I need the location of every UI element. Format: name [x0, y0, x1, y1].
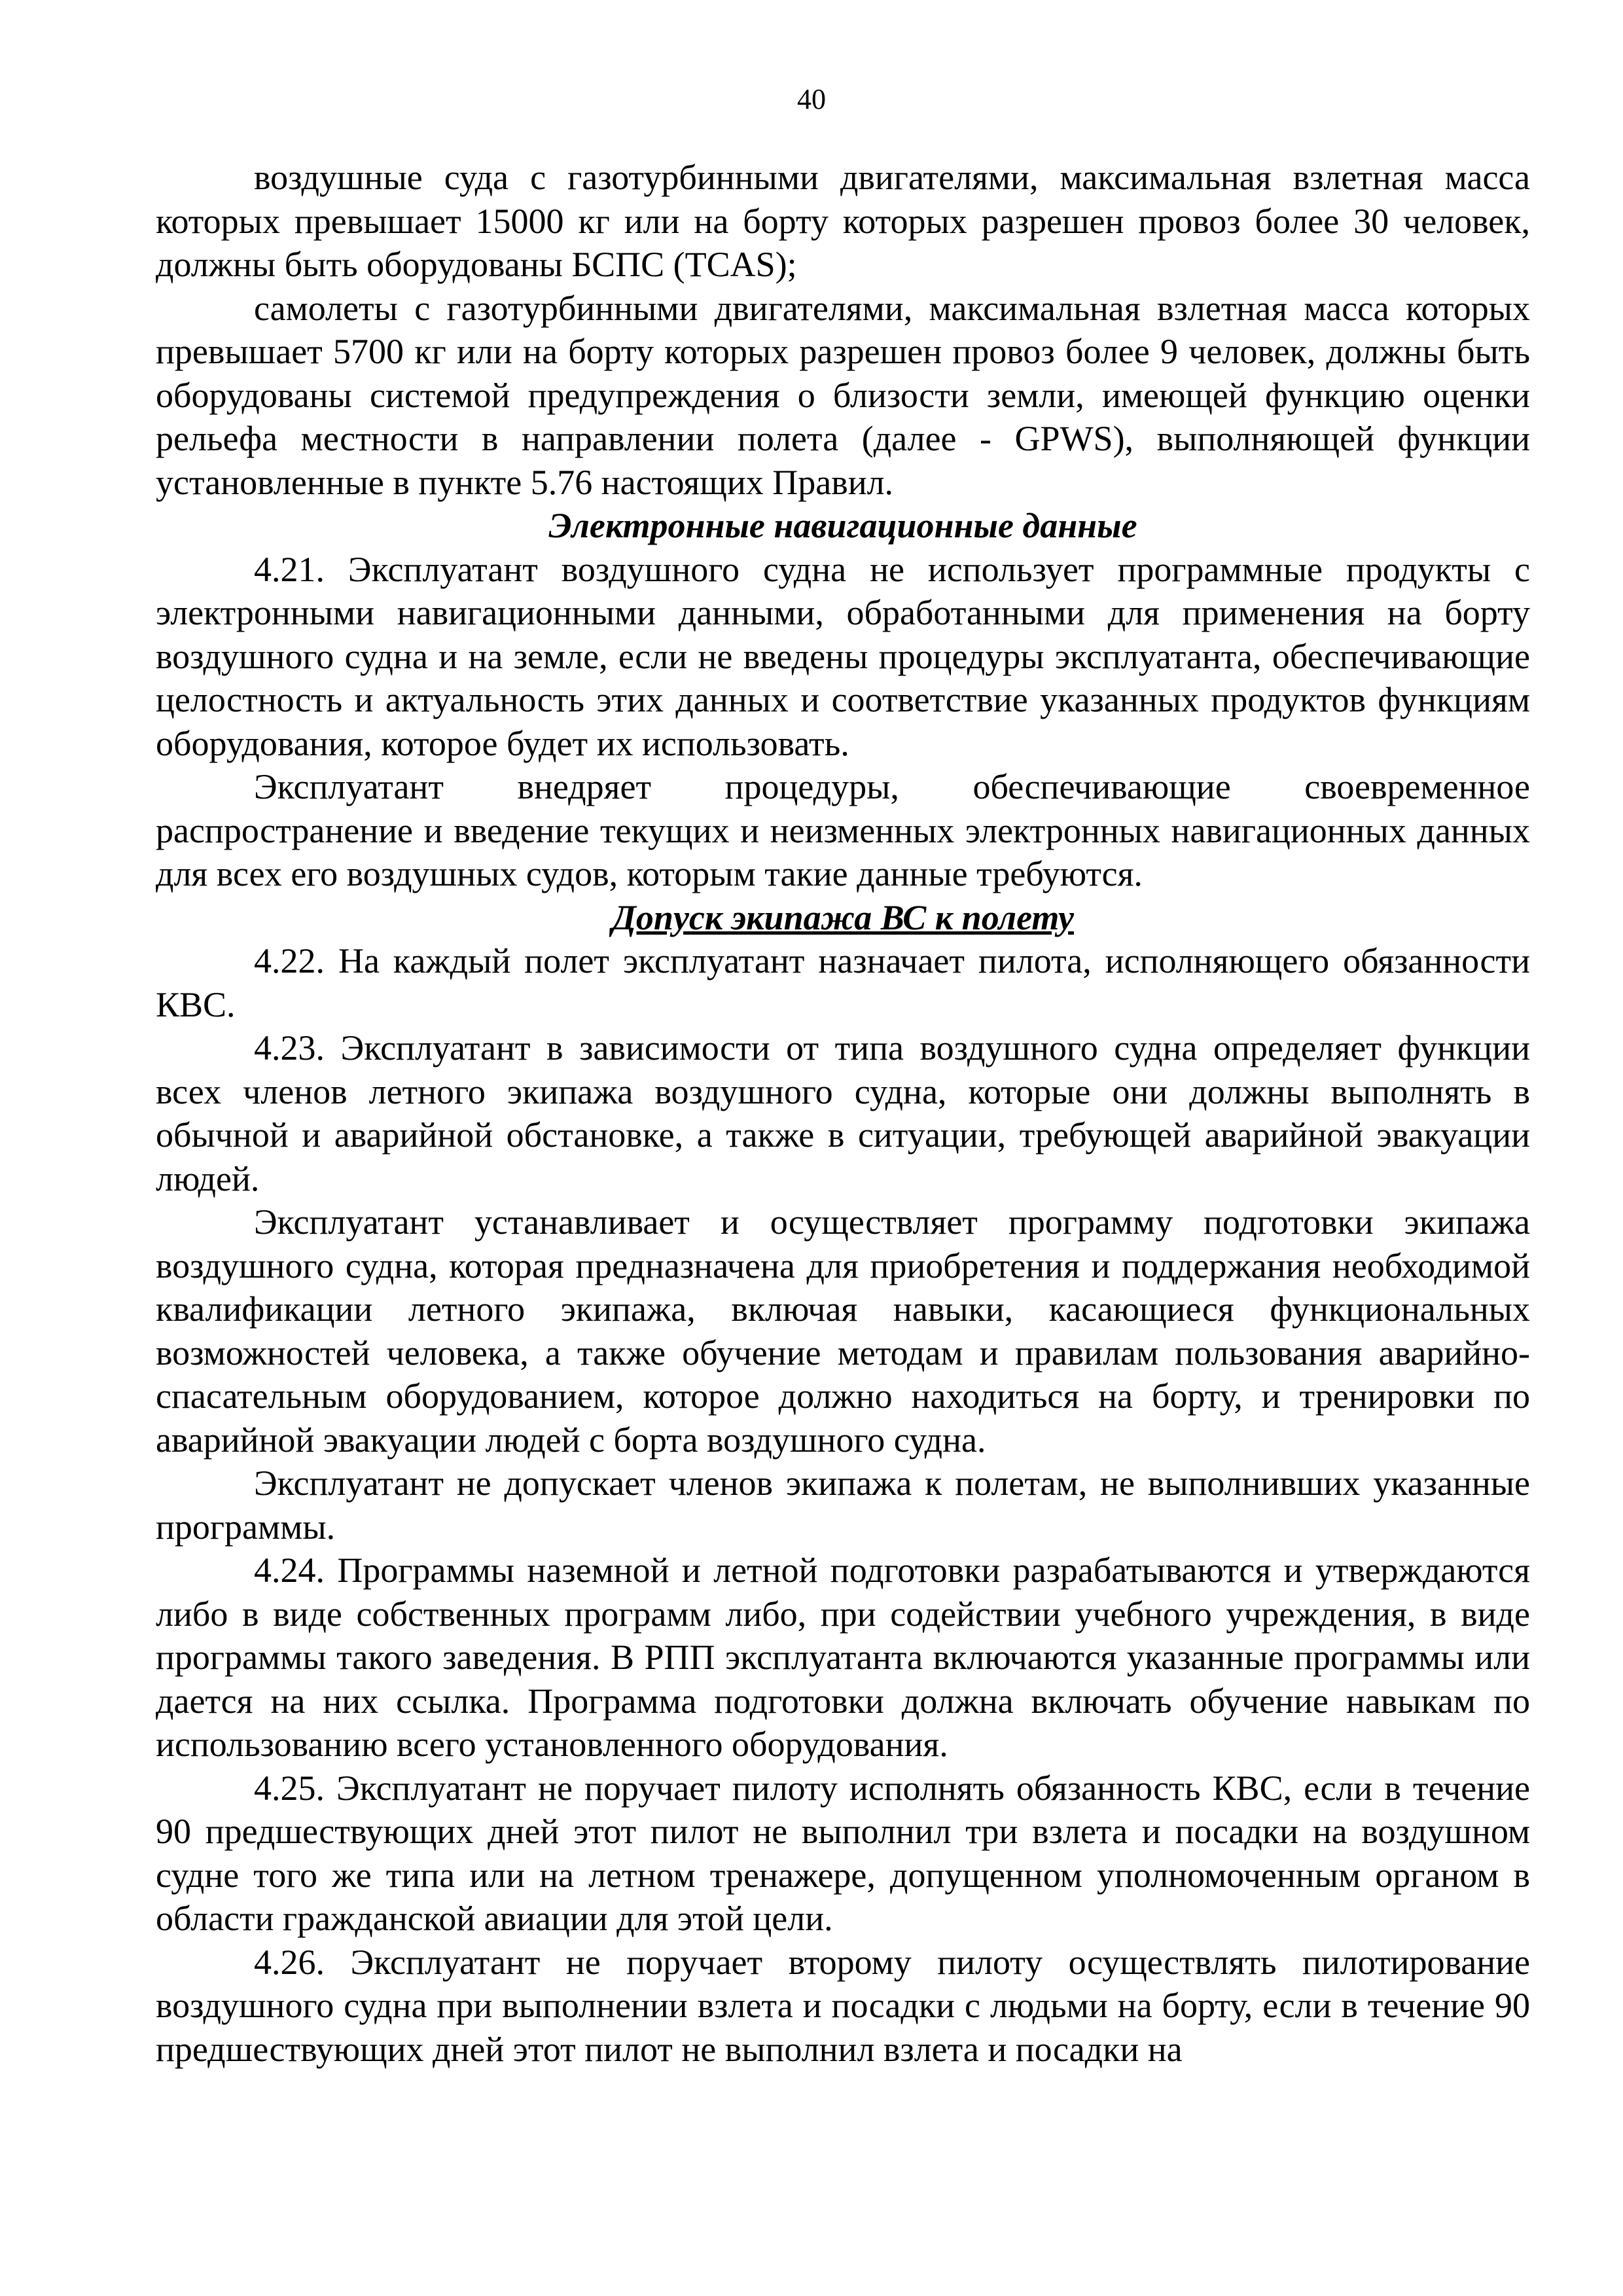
- paragraph: воздушные суда с газотурбинными двигателями, максимальная взлетная масса которых превышает 15000 кг или на борту которых разрешен провоз более 30 человек, должны быть оборудованы БСПС (TCAS);: [156, 158, 1530, 284]
- paragraph: Эксплуатант внедряет процедуры, обеспечивающие своевременное распространение и введение текущих и неизменных электронных навигационных данных для всех его воздушных судов, которым такие данные требуются.: [156, 767, 1530, 893]
- paragraph: 4.25. Эксплуатант не поручает пилоту исполнять обязанность КВС, если в течение 90 предшествующих дней этот пилот не выполнил три взлета и посадки на воздушном судне того же типа или на летном тренажере, допущенном уполномоченным органом в области гражданской авиации для этой цели.: [156, 1768, 1530, 1938]
- paragraph: 4.23. Эксплуатант в зависимости от типа воздушного судна определяет функции всех членов летного экипажа воздушного судна, которые они должны выполнять в обычной и аварийной обстановке, а также в ситуации, требующей аварийной эвакуации людей.: [156, 1028, 1530, 1198]
- section-heading: Электронные навигационные данные: [548, 506, 1137, 545]
- paragraph: самолеты с газотурбинными двигателями, максимальная взлетная масса которых превышает 5700 кг или на борту которых разрешен провоз более 9 человек, должны быть оборудованы системой предупреждения о близости земли, имеющей функцию оценки рельефа местности в направлении полета (далее - GPWS), выполняющей функции установленные в пункте 5.76 настоящих Правил.: [156, 288, 1530, 502]
- paragraph: 4.24. Программы наземной и летной подготовки разрабатываются и утверждаются либо в виде собственных программ либо, при содействии учебного учреждения, в виде программы такого заведения. В РПП эксплуатанта включаются указанные программы или дается на них ссылка. Программа подготовки должна включать обучение навыкам по использованию всего установленного оборудования.: [156, 1551, 1530, 1764]
- document-body: [156, 156, 1530, 2071]
- paragraph: Эксплуатант не допускает членов экипажа к полетам, не выполнивших указанные программы.: [156, 1463, 1530, 1547]
- paragraph: 4.26. Эксплуатант не поручает второму пилоту осуществлять пилотирование воздушного судна при выполнении взлета и посадки с людьми на борту, если в течение 90 предшествующих дней этот пилот не выполнил взлета и посадки на: [156, 1942, 1530, 2069]
- paragraph: 4.22. На каждый полет эксплуатант назначает пилота, исполняющего обязанности КВС.: [156, 941, 1530, 1024]
- page-number: 40: [797, 83, 826, 115]
- section-heading: Допуск экипажа ВС к полету: [612, 897, 1074, 937]
- paragraph: Эксплуатант устанавливает и осуществляет программу подготовки экипажа воздушного судна, которая предназначена для приобретения и поддержания необходимой квалификации летного экипажа, включая навыки, касающиеся функциональных возможностей человека, а также обучение методам и правилам пользования аварийно-спасательным оборудованием, которое должно находиться на борту, и тренировки по аварийной эвакуации людей с борта воздушного судна.: [156, 1202, 1530, 1460]
- paragraph: 4.21. Эксплуатант воздушного судна не использует программные продукты с электронными навигационными данными, обработанными для применения на борту воздушного судна и на земле, если не введены процедуры эксплуатанта, обеспечивающие целостность и актуальность этих данных и соответствие указанных продуктов функциям оборудования, которое будет их использовать.: [156, 549, 1530, 763]
